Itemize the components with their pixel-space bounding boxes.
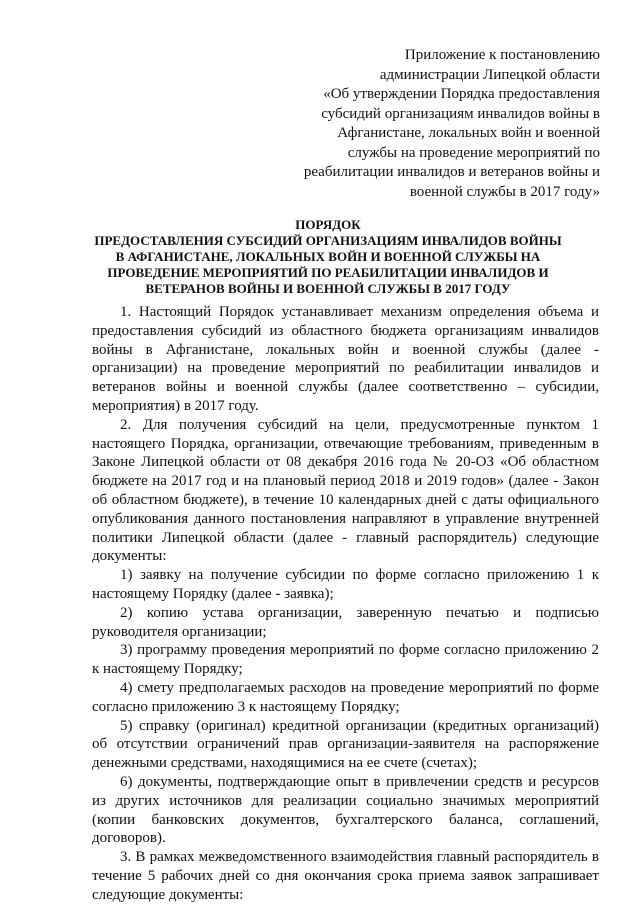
document-title (60, 217, 596, 297)
list-item-6: 6) документы, подтверждающие опыт в привлечении средств и ресурсов из других источников для реализации социально значимых мероприятий (копии банковских документов, бухгалтерского баланса, соглашений, договоров). (92, 773, 599, 847)
title-line: ПОРЯДОК (295, 217, 361, 232)
title-line: В АФГАНИСТАНЕ, ЛОКАЛЬНЫХ ВОЙН И ВОЕННОЙ СЛУЖБЫ НА (115, 249, 541, 264)
paragraph-3: 3. В рамках межведомственного взаимодействия главный распорядитель в течение 5 рабочих дней со дня окончания срока приема заявок запрашивает следующие документы: (92, 849, 599, 903)
list-item-5: 5) справку (оригинал) кредитной организации (кредитных организаций) об отсутствии ограничений прав организации-заявителя на распоряжение денежными средствами, находящимися на ее счете (счетах); (92, 717, 599, 772)
list-item-3: 3) программу проведения мероприятий по форме согласно приложению 2 к настоящему Порядку; (92, 642, 599, 678)
paragraph-1: 1. Настоящий Порядок устанавливает механизм определения объема и предоставления субсидий из областного бюджета организациям инвалидов войны в Афганистане, локальных войн и военной службы (далее - организации) на проведение мероприятий по реабилитации инвалидов и ветеранов войны и военной службы (далее соответственно – субсидии, мероприятия) в 2017 году. (92, 304, 599, 414)
list-item-1: 1) заявку на получение субсидии по форме согласно приложению 1 к настоящему Порядку (далее - заявка); (92, 567, 599, 602)
appendix-line: Приложение к постановлению (404, 47, 600, 63)
appendix-line: реабилитации инвалидов и ветеранов войны и (303, 164, 600, 180)
appendix-line: администрации Липецкой области (379, 66, 600, 83)
title-line: ПРЕДОСТАВЛЕНИЯ СУБСИДИЙ ОРГАНИЗАЦИЯМ ИНВАЛИДОВ ВОЙНЫ (94, 233, 562, 248)
title-line: ВЕТЕРАНОВ ВОЙНЫ И ВОЕННОЙ СЛУЖБЫ В 2017 ГОДУ (145, 281, 511, 296)
list-item-2: 2) копию устава организации, заверенную печатью и подписью руководителя организации; (92, 604, 599, 640)
document-body (92, 303, 599, 905)
appendix-line: службы на проведение мероприятий по (347, 144, 600, 161)
appendix-line: «Об утверждении Порядка предоставления (323, 86, 600, 102)
appendix-header (270, 46, 600, 202)
appendix-line: субсидий организациям инвалидов войны в (321, 105, 600, 122)
title-line: ПРОВЕДЕНИЕ МЕРОПРИЯТИЙ ПО РЕАБИЛИТАЦИИ ИНВАЛИДОВ И (107, 265, 549, 280)
appendix-line: Афганистане, локальных войн и военной (337, 125, 600, 141)
list-item-4: 4) смету предполагаемых расходов на проведение мероприятий по форме согласно приложению 3 к настоящему Порядку; (92, 679, 599, 715)
paragraph-2: 2. Для получения субсидий на цели, предусмотренные пунктом 1 настоящего Порядка, организации, отвечающие требованиям, приведенным в Законе Липецкой области от 08 декабря 2016 года № 20-ОЗ «Об областном бюджете на 2017 год и на плановый период 2018 и 2019 годов» (далее - Закон об областном бюджете), в течение 10 календарных дней с даты официального опубликования данного постановления направляют в управление внутренней политики Липецкой области (далее - главный распорядитель) следующие документы: (92, 416, 599, 565)
appendix-line: военной службы в 2017 году» (409, 183, 600, 200)
